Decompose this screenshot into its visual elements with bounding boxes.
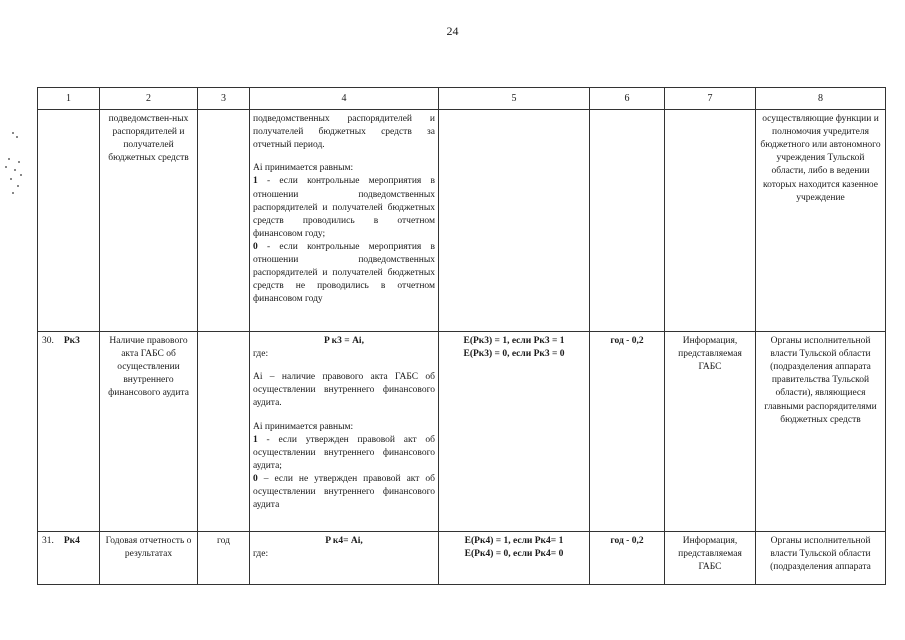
cell-calculation <box>250 532 439 585</box>
cell-calculation <box>250 332 439 532</box>
indicator-symbol: Pк4 <box>63 536 80 546</box>
formula: P к3 = Ai, <box>324 336 364 346</box>
cell-evaluation: E(Pк3) = 1, если Pк3 = 1 E(Pк3) = 0, если Pк3 = 0 <box>439 332 590 532</box>
col-header-5: 5 <box>439 88 590 110</box>
calc-value-0: 0 – если не утвержден правовой акт об осуществлении внутреннего финансового аудита <box>253 473 435 511</box>
cell-weight: год - 0,2 <box>590 332 665 532</box>
header-row <box>38 88 886 110</box>
formula-where: где: <box>253 549 269 560</box>
col-header-2: 2 <box>100 88 198 110</box>
cell-number <box>38 110 100 332</box>
cell-period: год <box>198 532 250 585</box>
col-header-7: 7 <box>665 88 756 110</box>
col-header-1: 1 <box>38 88 100 110</box>
formula: P к4= Ai, <box>325 536 363 546</box>
cell-calculation <box>250 110 439 332</box>
col-header-6: 6 <box>590 88 665 110</box>
table-row <box>38 332 886 532</box>
calc-definition: Ai – наличие правового акта ГАБС об осуществлении внутреннего финансового аудита. <box>253 372 435 409</box>
calc-intro: Ai принимается равным: <box>253 163 354 174</box>
indicator-symbol: Pк3 <box>63 336 80 346</box>
cell-number: 30. Pк3 <box>38 332 100 532</box>
cell-weight: год - 0,2 <box>590 532 665 585</box>
cell-bodies: осуществляющие функции и полномочия учредителя бюджетного или автономного учреждения Тульской области, либо в ведении которых находится казенное учреждение <box>756 110 886 332</box>
cell-bodies: Органы исполнительной власти Тульской области (подразделения аппарата правительства Тульской области), являющиеся главными распорядителями бюджетных средств <box>756 332 886 532</box>
calc-intro: Ai принимается равным: <box>253 421 354 432</box>
cell-source: Информация, представляемая ГАБС <box>665 332 756 532</box>
cell-evaluation: E(Pк4) = 1, если Pк4= 1 E(Pк4) = 0, если Pк4= 0 <box>439 532 590 585</box>
cell-indicator-name: Годовая отчетность о результатах <box>100 532 198 585</box>
cell-weight <box>590 110 665 332</box>
cell-number: 31. Pк4 <box>38 532 100 585</box>
calc-paragraph: подведомственных распорядителей и получателей бюджетных средств за отчетный период. <box>253 114 435 151</box>
col-header-4: 4 <box>250 88 439 110</box>
calc-value-0: 0 - если контрольные мероприятия в отношении подведомственных распорядителей и получателей бюджетных средств не проводились в отчетном финансовом году <box>253 241 435 305</box>
cell-period <box>198 110 250 332</box>
criteria-table <box>37 87 886 585</box>
col-header-8: 8 <box>756 88 886 110</box>
scan-artifacts <box>2 130 28 220</box>
calc-value-1: 1 - если контрольные мероприятия в отношении подведомственных распорядителей и получателей бюджетных средств проводились в отчетном финансовом году; <box>253 176 435 239</box>
cell-source: Информация, представляемая ГАБС <box>665 532 756 585</box>
calc-value-1: 1 - если утвержден правовой акт об осуществлении внутреннего финансового аудита; <box>253 434 435 471</box>
continuation-row <box>38 110 886 332</box>
cell-bodies: Органы исполнительной власти Тульской области (подразделения аппарата <box>756 532 886 585</box>
cell-source <box>665 110 756 332</box>
col-header-3: 3 <box>198 88 250 110</box>
cell-indicator-name: Наличие правового акта ГАБС об осуществлении внутреннего финансового аудита <box>100 332 198 532</box>
cell-period <box>198 332 250 532</box>
page-number: 24 <box>446 24 459 38</box>
table-row <box>38 532 886 585</box>
cell-evaluation <box>439 110 590 332</box>
formula-where: где: <box>253 349 269 360</box>
cell-indicator-name: подведомствен-ных распорядителей и получателей бюджетных средств <box>100 110 198 332</box>
